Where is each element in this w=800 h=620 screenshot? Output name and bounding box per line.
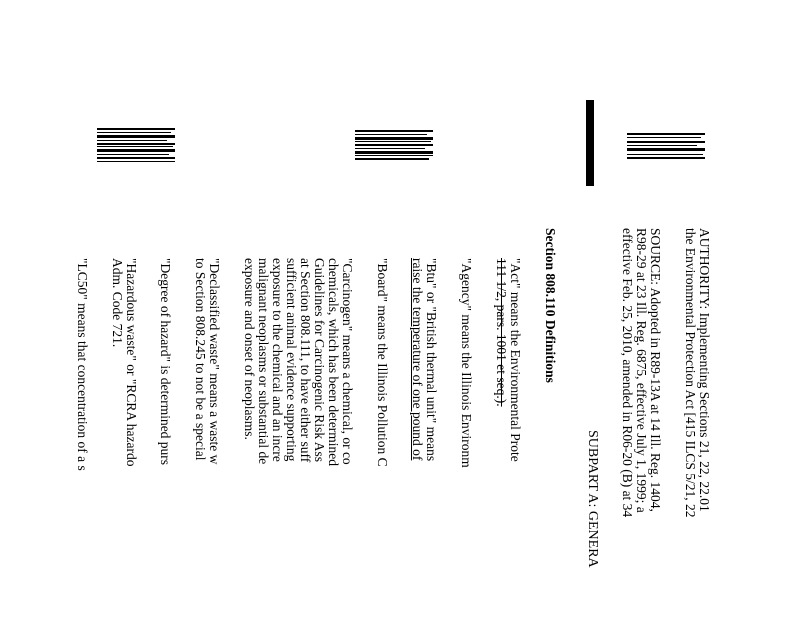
section-heading: Section 808.110 Definitions [543, 228, 558, 383]
board-definition: "Board" means the Illinois Pollution C [375, 258, 390, 467]
source-line-1: SOURCE: Adopted in R89-13A at 14 Ill. Reg. 1404, [648, 228, 663, 512]
act-definition-line-2: 111 1/2, pars. 1001 et seq.). [494, 258, 509, 407]
authority-line-2: the Environmental Protection Act [415 ILCS 5/21, 22 [683, 228, 698, 518]
carcinogen-definition-line-4: at Section 808.111, to have either suff [298, 258, 313, 463]
btu-definition-line-1: "Btu" or "British thermal unit" means [424, 258, 439, 462]
carcinogen-definition-line-1: "Carcinogen" means a chemical, or co [340, 258, 355, 465]
act-definition-line-1: "Act" means the Environmental Prote [508, 258, 523, 462]
hazardous-definition-line-2: Adm. Code 721. [110, 258, 125, 348]
declassified-definition-line-1: "Declassified waste" means a waste w [207, 258, 222, 465]
source-line-3: effective Feb. 25, 2010, amended in R06-20 (B) at 34 [620, 228, 635, 518]
carcinogen-definition-line-6: exposure to the chemical and an incre [270, 258, 285, 462]
carcinogen-definition-line-3: Guidelines for Carcinogenic Risk Ass [312, 258, 327, 462]
agency-definition: "Agency" means the Illinois Environm [459, 258, 474, 468]
subpart-heading: SUBPART A: GENERA [585, 430, 600, 568]
carcinogen-definition-line-8: exposure and onset of neoplasms. [242, 258, 257, 440]
lc50-definition: "LC50" means that concentration of a s [75, 258, 90, 471]
carcinogen-definition-line-5: sufficient animal evidence supporting [284, 258, 299, 462]
authority-line-1: AUTHORITY: Implementing Sections 21, 22, 22.01 [697, 228, 712, 512]
hazardous-definition-line-1: "Hazardous waste" or "RCRA hazardo [124, 258, 139, 467]
degree-definition: "Degree of hazard" is determined purs [158, 258, 173, 466]
declassified-definition-line-2: to Section 808.245 to not be a special [193, 258, 208, 461]
btu-definition-line-2: raise the temperature of one pound of [410, 258, 425, 461]
carcinogen-definition-line-2: chemicals, which has been determined [326, 258, 341, 467]
carcinogen-definition-line-7: malignant neoplasms or substantial de [256, 258, 271, 465]
source-line-2: R98-29 at 23 Ill. Reg. 6875, effective July 1, 1999; a [634, 228, 649, 513]
